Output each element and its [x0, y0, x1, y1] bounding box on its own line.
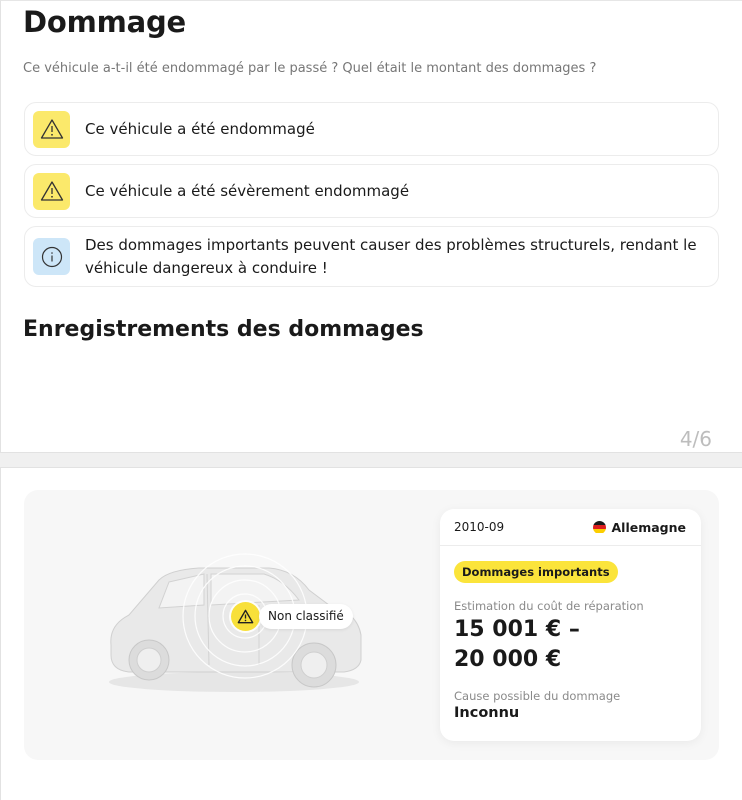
repair-cost-value	[454, 615, 580, 675]
damage-marker-label: Non classifié	[259, 604, 353, 629]
car-illustration	[99, 550, 369, 700]
alert-damaged	[24, 102, 719, 156]
cause-label: Cause possible du dommage	[454, 689, 621, 703]
card-header	[440, 509, 701, 546]
page-title: Dommage	[23, 5, 187, 39]
damage-record	[24, 490, 719, 760]
damage-record-page	[0, 468, 742, 800]
damage-marker[interactable]	[231, 602, 260, 631]
damage-record-card	[440, 509, 701, 741]
record-date: 2010-09	[454, 520, 505, 534]
alert-severely-damaged	[24, 164, 719, 218]
page-subtitle: Ce véhicule a-t-il été endommagé par le passé ? Quel était le montant des dommages ?	[23, 61, 597, 76]
alert-text: Des dommages importants peuvent causer des problèmes structurels, rendant le véhicule dangereux à conduire !	[85, 235, 697, 277]
alert-text: Ce véhicule a été endommagé	[85, 119, 315, 138]
warning-icon	[33, 173, 70, 210]
repair-cost-line1: 15 001 € –	[454, 617, 580, 642]
page-indicator: 4/6	[679, 427, 712, 451]
germany-flag-icon	[593, 521, 606, 534]
record-country	[593, 520, 686, 535]
info-icon	[33, 238, 70, 275]
records-title: Enregistrements des dommages	[23, 317, 424, 342]
repair-cost-label: Estimation du coût de réparation	[454, 599, 644, 613]
severity-badge: Dommages importants	[454, 561, 618, 583]
alert-text: Ce véhicule a été sévèrement endommagé	[85, 181, 410, 200]
cause-value: Inconnu	[454, 705, 520, 721]
alert-structural-info	[24, 226, 719, 287]
warning-icon	[33, 111, 70, 148]
page-divider	[0, 452, 742, 468]
repair-cost-line2: 20 000 €	[454, 647, 562, 672]
country-name: Allemagne	[611, 519, 686, 535]
